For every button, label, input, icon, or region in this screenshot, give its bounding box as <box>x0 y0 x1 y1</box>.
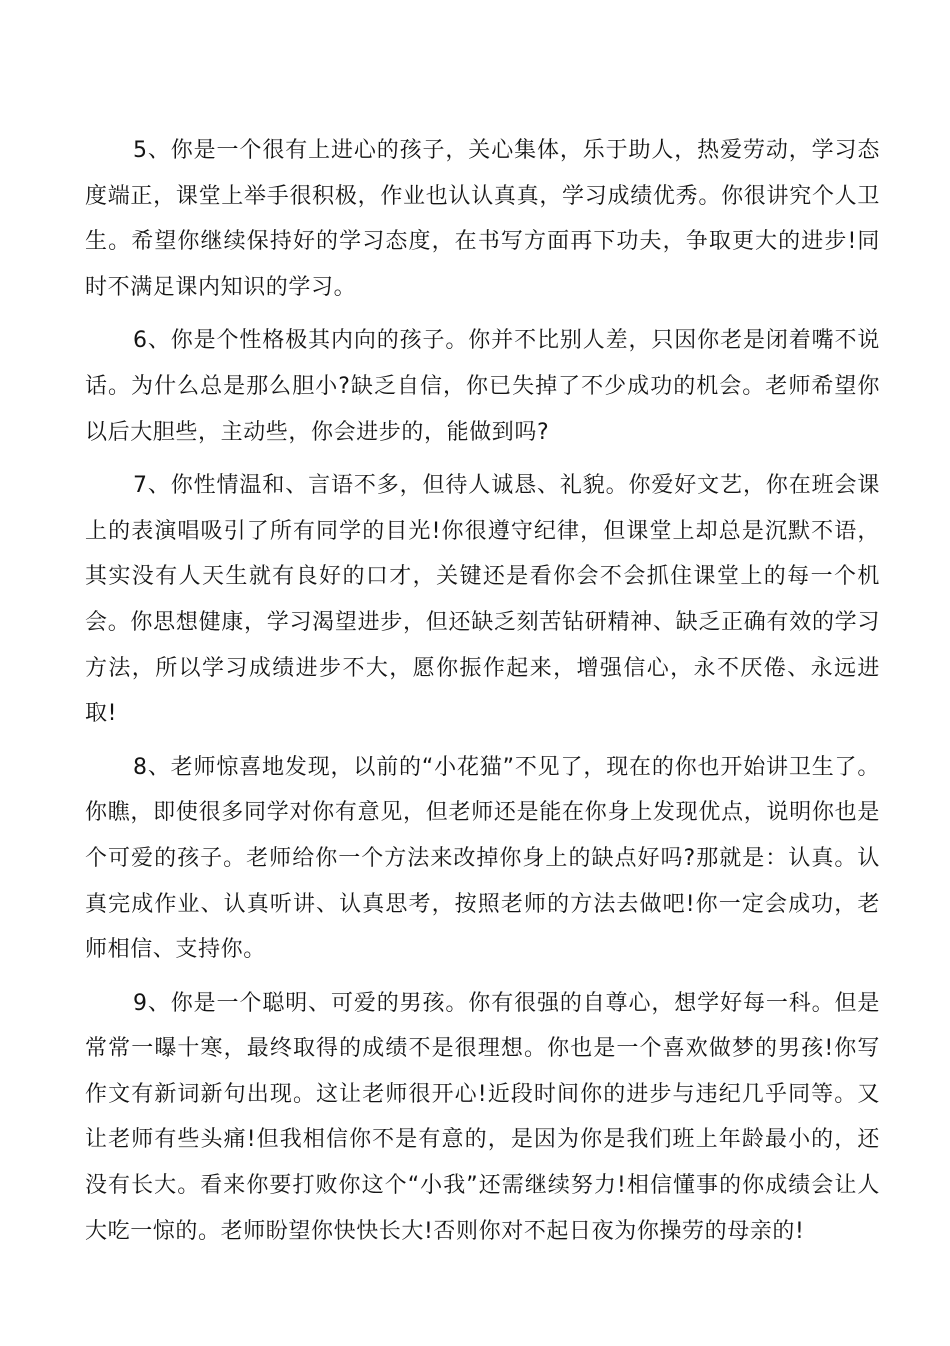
paragraph-8: 8、老师惊喜地发现，以前的“小花猫”不见了，现在的你也开始讲卫生了。你瞧，即使很多同学对你有意见，但老师还是能在你身上发现优点，说明你也是个可爱的孩子。老师给你一个方法来改掉你身上的缺点好吗?那就是：认真。认真完成作业、认真听讲、认真思考，按照老师的方法去做吧!你一定会成功，老师相信、支持你。 <box>85 754 880 963</box>
document-body <box>85 128 880 1262</box>
paragraph-7: 7、你性情温和、言语不多，但待人诚恳、礼貌。你爱好文艺，你在班会课上的表演唱吸引了所有同学的目光!你很遵守纪律，但课堂上却总是沉默不语，其实没有人天生就有良好的口才，关键还是看你会不会抓住课堂上的每一个机会。你思想健康，学习渴望进步，但还缺乏刻苦钻研精神、缺乏正确有效的学习方法，所以学习成绩进步不大，愿你振作起来，增强信心，永不厌倦、永远进取! <box>85 473 880 727</box>
paragraph-9: 9、你是一个聪明、可爱的男孩。你有很强的自尊心，想学好每一科。但是常常一曝十寒，最终取得的成绩不是很理想。你也是一个喜欢做梦的男孩!你写作文有新词新句出现。这让老师很开心!近段时间你的进步与违纪几乎同等。又让老师有些头痛!但我相信你不是有意的，是因为你是我们班上年龄最小的，还没有长大。看来你要打败你这个“小我”还需继续努力!相信懂事的你成绩会让人大吃一惊的。老师盼望你快快长大!否则你对不起日夜为你操劳的母亲的! <box>85 990 880 1244</box>
paragraph-6: 6、你是个性格极其内向的孩子。你并不比别人差，只因你老是闭着嘴不说话。为什么总是那么胆小?缺乏自信，你已失掉了不少成功的机会。老师希望你以后大胆些，主动些，你会进步的，能做到吗? <box>85 328 880 445</box>
paragraph-5: 5、你是一个很有上进心的孩子，关心集体，乐于助人，热爱劳动，学习态度端正，课堂上举手很积极，作业也认认真真，学习成绩优秀。你很讲究个人卫生。希望你继续保持好的学习态度，在书写方面再下功夫，争取更大的进步!同时不满足课内知识的学习。 <box>85 138 880 300</box>
